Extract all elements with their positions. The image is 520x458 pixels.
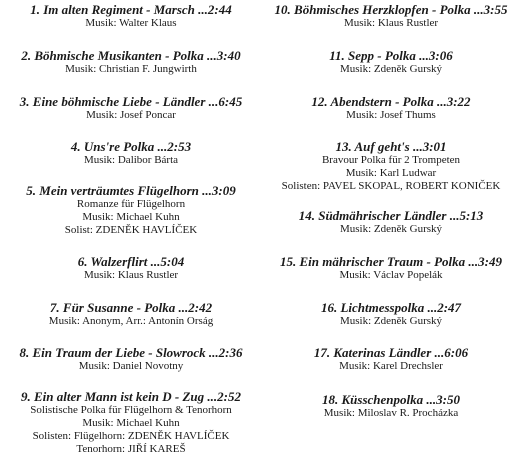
track-title: 8. Ein Traum der Liebe - Slowrock ...2:36 [19, 345, 243, 360]
track-title: 2. Böhmische Musikanten - Polka ...3:40 [21, 48, 241, 63]
track-6 [0, 254, 262, 282]
track-title: 10. Böhmisches Herzklopfen - Polka ...3:55 [274, 2, 508, 17]
track-11 [262, 48, 520, 76]
track-title: 17. Katerinas Ländler ...6:06 [313, 345, 469, 360]
track-soloist: Solisten: Flügelhorn: ZDENĚK HAVLÍČEK [32, 430, 230, 442]
track-credit: Musik: Zdeněk Gurský [339, 315, 443, 327]
track-subtitle: Bravour Polka für 2 Trompeten [321, 154, 461, 166]
track-title: 4. Uns're Polka ...2:53 [70, 139, 192, 154]
track-16 [262, 300, 520, 328]
track-credit: Musik: Josef Thums [346, 109, 436, 121]
track-18 [262, 392, 520, 420]
track-4 [0, 139, 262, 167]
track-credit: Musik: Josef Poncar [86, 109, 176, 121]
track-soloist: Solist: ZDENĚK HAVLÍČEK [64, 224, 198, 236]
track-credit: Musik: Václav Popelák [339, 269, 443, 281]
track-soloist: Tenorhorn: JIŘÍ KAREŠ [76, 443, 186, 455]
track-15 [262, 254, 520, 282]
track-title: 7. Für Susanne - Polka ...2:42 [49, 300, 213, 315]
track-title: 5. Mein verträumtes Flügelhorn ...3:09 [26, 183, 236, 198]
track-credit: Musik: Karel Drechsler [339, 360, 443, 372]
track-title: 12. Abendstern - Polka ...3:22 [311, 94, 471, 109]
track-1 [0, 2, 262, 30]
track-title: 9. Ein alter Mann ist kein D - Zug ...2:52 [21, 389, 241, 404]
track-credit: Musik: Christian F. Jungwirth [65, 63, 197, 75]
track-title: 18. Küsschenpolka ...3:50 [322, 392, 460, 407]
track-title: 13. Auf geht's ...3:01 [335, 139, 447, 154]
track-credit: Musik: Klaus Rustler [343, 17, 439, 29]
track-credit: Musik: Michael Kuhn [82, 417, 180, 429]
track-credit: Musik: Klaus Rustler [83, 269, 179, 281]
track-7 [0, 300, 262, 328]
track-title: 3. Eine böhmische Liebe - Ländler ...6:45 [19, 94, 243, 109]
track-subtitle: Romanze für Flügelhorn [76, 198, 186, 210]
track-title: 6. Walzerflirt ...5:04 [77, 254, 185, 269]
track-10 [262, 2, 520, 30]
track-title: 11. Sepp - Polka ...3:06 [329, 48, 453, 63]
track-credit: Musik: Daniel Novotny [78, 360, 184, 372]
track-3 [0, 94, 262, 122]
track-credit: Musik: Zdeněk Gurský [339, 63, 443, 75]
track-title: 14. Südmährischer Ländler ...5:13 [298, 208, 484, 223]
track-credit: Musik: Miloslav R. Procházka [323, 407, 459, 419]
track-credit: Musik: Michael Kuhn [82, 211, 180, 223]
track-5 [0, 183, 262, 237]
track-17 [262, 345, 520, 373]
track-9 [0, 389, 262, 456]
track-credit: Musik: Karl Ludwar [345, 167, 437, 179]
track-credit: Musik: Zdeněk Gurský [339, 223, 443, 235]
track-title: 16. Lichtmesspolka ...2:47 [320, 300, 462, 315]
track-credit: Musik: Anonym, Arr.: Antonín Orság [48, 315, 214, 327]
track-soloist: Solisten: PAVEL SKOPAL, ROBERT KONIČEK [281, 180, 501, 192]
track-2 [0, 48, 262, 76]
track-13 [262, 139, 520, 193]
track-8 [0, 345, 262, 373]
track-12 [262, 94, 520, 122]
track-title: 15. Ein mährischer Traum - Polka ...3:49 [280, 254, 502, 269]
track-title: 1. Im alten Regiment - Marsch ...2:44 [30, 2, 232, 17]
track-credit: Musik: Dalibor Bárta [83, 154, 179, 166]
track-14 [262, 208, 520, 236]
track-credit: Musik: Walter Klaus [85, 17, 177, 29]
track-subtitle: Solistische Polka für Flügelhorn & Tenorhorn [30, 404, 232, 416]
